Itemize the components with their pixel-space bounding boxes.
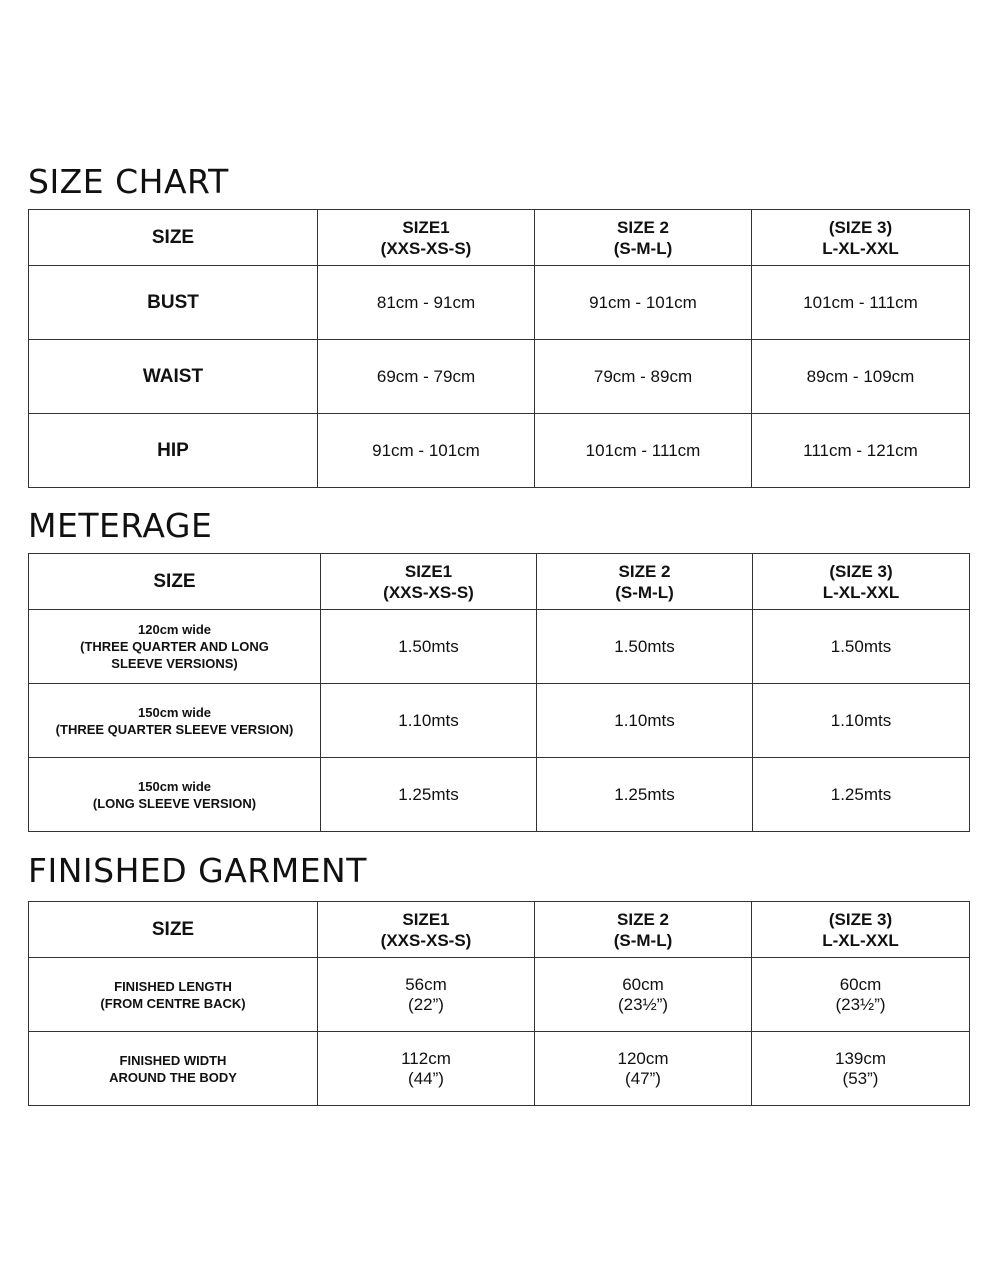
size-chart-title: SIZE CHART [28, 162, 229, 201]
cell-value: 1.50mts [321, 610, 537, 684]
cell-value: 139cm (53”) [752, 1032, 970, 1106]
cell-value: 1.25mts [537, 758, 753, 832]
cell-value: 1.10mts [753, 684, 970, 758]
cell-value: 60cm (23½”) [752, 958, 970, 1032]
cell-value: 112cm (44”) [318, 1032, 535, 1106]
cell-value: 79cm - 89cm [535, 340, 752, 414]
row-label-hip: HIP [29, 414, 318, 488]
size1-header: SIZE1 (XXS-XS-S) [321, 554, 537, 610]
cell-value: 1.10mts [321, 684, 537, 758]
table-header-row [29, 210, 970, 266]
table-row [29, 684, 970, 758]
cell-value: 1.10mts [537, 684, 753, 758]
size-header-label: SIZE [29, 210, 318, 266]
cell-value: 60cm (23½”) [535, 958, 752, 1032]
meterage-table [28, 553, 970, 832]
size2-header: SIZE 2 (S-M-L) [535, 210, 752, 266]
row-label-bust: BUST [29, 266, 318, 340]
size-header-label: SIZE [29, 902, 318, 958]
size-header-label: SIZE [29, 554, 321, 610]
cell-value: 101cm - 111cm [752, 266, 970, 340]
cell-value: 1.50mts [753, 610, 970, 684]
cell-value: 56cm (22”) [318, 958, 535, 1032]
cell-value: 1.25mts [753, 758, 970, 832]
table-row [29, 758, 970, 832]
cell-value: 101cm - 111cm [535, 414, 752, 488]
size3-header: (SIZE 3) L-XL-XXL [753, 554, 970, 610]
cell-value: 1.25mts [321, 758, 537, 832]
row-label-150cm-three-quarter: 150cm wide (THREE QUARTER SLEEVE VERSION) [29, 684, 321, 758]
size-chart-table [28, 209, 970, 488]
size2-header: SIZE 2 (S-M-L) [535, 902, 752, 958]
finished-garment-title: FINISHED GARMENT [28, 851, 367, 890]
cell-value: 81cm - 91cm [318, 266, 535, 340]
cell-value: 91cm - 101cm [318, 414, 535, 488]
table-row [29, 266, 970, 340]
cell-value: 89cm - 109cm [752, 340, 970, 414]
table-row [29, 414, 970, 488]
cell-value: 69cm - 79cm [318, 340, 535, 414]
size2-header: SIZE 2 (S-M-L) [537, 554, 753, 610]
row-label-120cm: 120cm wide (THREE QUARTER AND LONG SLEEVE VERSIONS) [29, 610, 321, 684]
table-row [29, 958, 970, 1032]
table-header-row [29, 554, 970, 610]
table-header-row [29, 902, 970, 958]
size3-header: (SIZE 3) L-XL-XXL [752, 902, 970, 958]
row-label-150cm-long: 150cm wide (LONG SLEEVE VERSION) [29, 758, 321, 832]
cell-value: 1.50mts [537, 610, 753, 684]
row-label-finished-width: FINISHED WIDTH AROUND THE BODY [29, 1032, 318, 1106]
cell-value: 111cm - 121cm [752, 414, 970, 488]
row-label-finished-length: FINISHED LENGTH (FROM CENTRE BACK) [29, 958, 318, 1032]
meterage-title: METERAGE [28, 506, 213, 545]
table-row [29, 610, 970, 684]
size1-header: SIZE1 (XXS-XS-S) [318, 902, 535, 958]
cell-value: 120cm (47”) [535, 1032, 752, 1106]
table-row [29, 1032, 970, 1106]
row-label-waist: WAIST [29, 340, 318, 414]
size3-header: (SIZE 3) L-XL-XXL [752, 210, 970, 266]
table-row [29, 340, 970, 414]
cell-value: 91cm - 101cm [535, 266, 752, 340]
finished-garment-table [28, 901, 970, 1106]
size1-header: SIZE1 (XXS-XS-S) [318, 210, 535, 266]
